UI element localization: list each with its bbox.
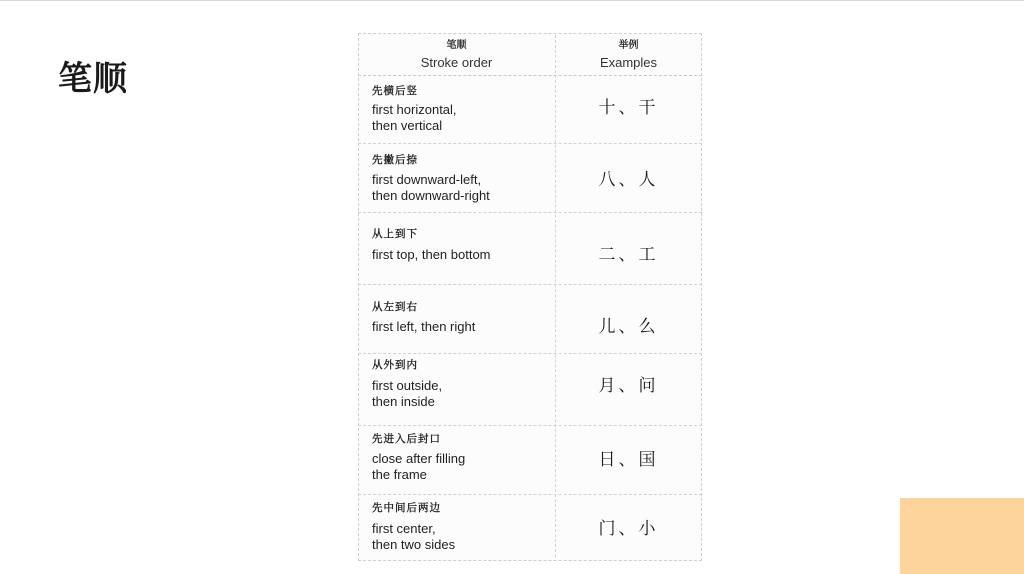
rule-en: close after filling the frame — [372, 451, 466, 482]
header-stroke-order-en: Stroke order — [420, 55, 493, 70]
table-row-center-sides — [358, 495, 702, 559]
rule-example: 月、问 — [598, 376, 659, 396]
table-header — [358, 33, 702, 76]
rule-en: first outside, then inside — [372, 378, 443, 409]
header-stroke-order — [358, 40, 555, 71]
rule-zh: 从上到下 — [372, 228, 418, 240]
rule-zh: 从外到内 — [372, 359, 418, 371]
rule-zh: 先中间后两边 — [372, 502, 441, 514]
table-row-horizontal-vertical — [358, 76, 702, 144]
rule-zh: 从左到右 — [372, 301, 418, 313]
table-row-left-right-falling — [358, 144, 702, 213]
header-examples — [555, 40, 702, 71]
header-stroke-order-zh: 笔顺 — [446, 40, 467, 51]
stroke-order-table-image — [358, 33, 702, 561]
rule-en: first downward-left, then downward-right — [372, 172, 490, 203]
rule-en: first horizontal, then vertical — [372, 102, 457, 133]
header-examples-en: Examples — [599, 55, 658, 70]
table-row-close-frame — [358, 426, 702, 495]
rule-zh: 先进入后封口 — [372, 433, 441, 445]
table-row-outside-inside — [358, 354, 702, 426]
rule-example: 门、小 — [598, 519, 659, 539]
header-examples-zh: 举例 — [618, 40, 639, 51]
rule-example: 日、国 — [598, 450, 659, 470]
table-row-left-right — [358, 285, 702, 354]
rule-example: 十、干 — [598, 98, 659, 118]
rule-example: 儿、么 — [598, 317, 659, 337]
slide-top-border — [0, 0, 1024, 1]
slide-title: 笔顺 — [58, 59, 128, 99]
rule-example: 二、工 — [598, 245, 659, 265]
rule-zh: 先横后竖 — [372, 85, 418, 97]
rule-en: first top, then bottom — [372, 247, 491, 262]
rule-example: 八、人 — [598, 170, 659, 190]
rule-zh: 先撇后捺 — [372, 154, 418, 166]
table-row-top-bottom — [358, 213, 702, 285]
rule-en: first left, then right — [372, 319, 476, 334]
accent-box — [900, 498, 1024, 574]
rule-en: first center, then two sides — [372, 521, 456, 552]
